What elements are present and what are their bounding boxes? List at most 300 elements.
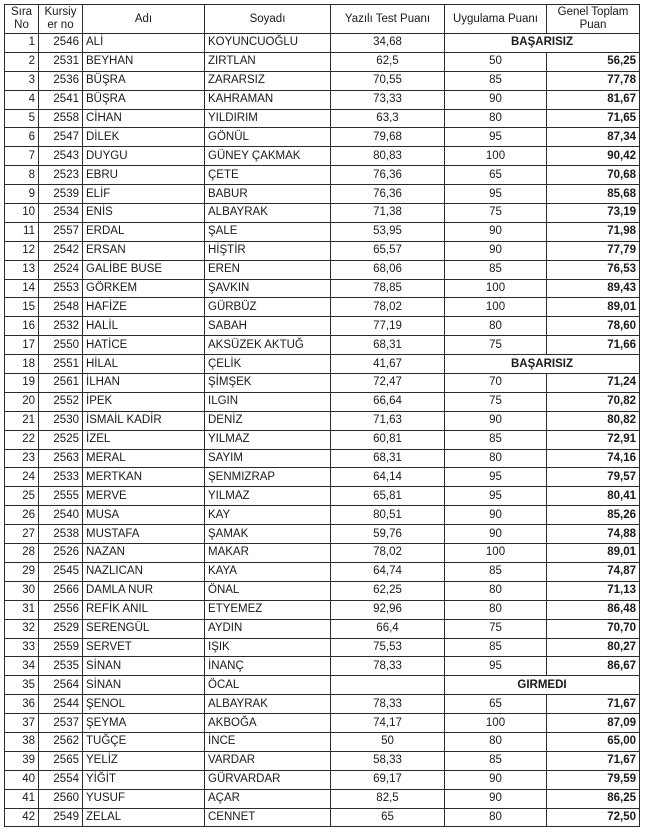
test-score: 78,33 xyxy=(331,695,445,714)
practical-score: 90 xyxy=(445,789,547,808)
first-name: MERVE xyxy=(83,487,205,506)
row-number: 30 xyxy=(5,581,39,600)
practical-score: 65 xyxy=(445,695,547,714)
table-row xyxy=(5,128,640,147)
trainee-number: 2561 xyxy=(39,374,83,393)
test-score: 78,85 xyxy=(331,279,445,298)
total-score: 86,25 xyxy=(547,789,640,808)
surname: ETYEMEZ xyxy=(205,600,331,619)
test-score: 50 xyxy=(331,732,445,751)
test-score: 63,3 xyxy=(331,109,445,128)
total-score: 90,42 xyxy=(547,147,640,166)
row-number: 32 xyxy=(5,619,39,638)
table-row xyxy=(5,449,640,468)
surname: VARDAR xyxy=(205,751,331,770)
first-name: ELİF xyxy=(83,185,205,204)
total-score: 87,34 xyxy=(547,128,640,147)
row-number: 25 xyxy=(5,487,39,506)
trainee-number: 2525 xyxy=(39,430,83,449)
surname: ALBAYRAK xyxy=(205,204,331,223)
row-number: 22 xyxy=(5,430,39,449)
test-score: 34,68 xyxy=(331,34,445,53)
trainee-number: 2536 xyxy=(39,71,83,90)
table-row xyxy=(5,336,640,355)
surname: ŞİMŞEK xyxy=(205,374,331,393)
trainee-number: 2547 xyxy=(39,128,83,147)
row-number: 41 xyxy=(5,789,39,808)
surname: İNANÇ xyxy=(205,657,331,676)
surname: ÇELİK xyxy=(205,355,331,374)
surname: BABUR xyxy=(205,185,331,204)
surname: ÖNAL xyxy=(205,581,331,600)
total-score: 85,68 xyxy=(547,185,640,204)
total-score: 80,82 xyxy=(547,411,640,430)
test-score: 62,25 xyxy=(331,581,445,600)
first-name: DUYGU xyxy=(83,147,205,166)
practical-score: 85 xyxy=(445,562,547,581)
first-name: HATİCE xyxy=(83,336,205,355)
total-score: 89,43 xyxy=(547,279,640,298)
table-row xyxy=(5,71,640,90)
surname: ZARARSIZ xyxy=(205,71,331,90)
header-practical-score: Uygulama Puanı xyxy=(445,5,547,34)
row-number: 28 xyxy=(5,544,39,563)
practical-score: 95 xyxy=(445,487,547,506)
header-total-score: Genel Toplam Puan xyxy=(547,5,640,34)
test-score: 92,96 xyxy=(331,600,445,619)
trainee-number: 2524 xyxy=(39,260,83,279)
total-score: 89,01 xyxy=(547,544,640,563)
first-name: HAFİZE xyxy=(83,298,205,317)
total-score: 71,67 xyxy=(547,751,640,770)
first-name: İLHAN xyxy=(83,374,205,393)
table-body xyxy=(5,34,640,827)
first-name: DİLEK xyxy=(83,128,205,147)
trainee-number: 2535 xyxy=(39,657,83,676)
row-number: 21 xyxy=(5,411,39,430)
results-sheet xyxy=(4,4,640,827)
table-row xyxy=(5,185,640,204)
first-name: ALİ xyxy=(83,34,205,53)
total-score: 86,67 xyxy=(547,657,640,676)
first-name: YİĞİT xyxy=(83,770,205,789)
total-score: 70,68 xyxy=(547,166,640,185)
practical-score: 75 xyxy=(445,392,547,411)
test-score: 64,14 xyxy=(331,468,445,487)
surname: KOYUNCUOĞLU xyxy=(205,34,331,53)
row-number: 27 xyxy=(5,525,39,544)
row-number: 42 xyxy=(5,808,39,827)
practical-score: 70 xyxy=(445,374,547,393)
first-name: SİNAN xyxy=(83,676,205,695)
surname: İNCE xyxy=(205,732,331,751)
trainee-number: 2564 xyxy=(39,676,83,695)
surname: ÖCAL xyxy=(205,676,331,695)
trainee-number: 2550 xyxy=(39,336,83,355)
table-row xyxy=(5,90,640,109)
row-number: 20 xyxy=(5,392,39,411)
practical-score: 85 xyxy=(445,71,547,90)
row-number: 10 xyxy=(5,204,39,223)
first-name: MUSA xyxy=(83,506,205,525)
practical-score: 80 xyxy=(445,600,547,619)
test-score: 74,17 xyxy=(331,714,445,733)
table-row xyxy=(5,52,640,71)
table-row xyxy=(5,222,640,241)
practical-score: 95 xyxy=(445,185,547,204)
surname: DENİZ xyxy=(205,411,331,430)
table-row xyxy=(5,732,640,751)
table-row xyxy=(5,506,640,525)
surname: ŞAVKIN xyxy=(205,279,331,298)
test-score: 59,76 xyxy=(331,525,445,544)
test-score: 58,33 xyxy=(331,751,445,770)
test-score: 72,47 xyxy=(331,374,445,393)
header-no: Sıra No xyxy=(5,5,39,34)
header-row xyxy=(5,5,640,34)
surname: AKSÜZEK AKTUĞ xyxy=(205,336,331,355)
trainee-number: 2534 xyxy=(39,204,83,223)
table-row xyxy=(5,638,640,657)
surname: YILMAZ xyxy=(205,430,331,449)
row-number: 6 xyxy=(5,128,39,147)
trainee-number: 2542 xyxy=(39,241,83,260)
practical-score: 95 xyxy=(445,657,547,676)
test-score: 66,64 xyxy=(331,392,445,411)
trainee-number: 2523 xyxy=(39,166,83,185)
table-row xyxy=(5,355,640,374)
practical-score: 90 xyxy=(445,506,547,525)
total-score: 71,98 xyxy=(547,222,640,241)
row-number: 38 xyxy=(5,732,39,751)
first-name: ERSAN xyxy=(83,241,205,260)
trainee-number: 2529 xyxy=(39,619,83,638)
first-name: EBRU xyxy=(83,166,205,185)
total-score: 71,13 xyxy=(547,581,640,600)
table-row xyxy=(5,298,640,317)
practical-score: 95 xyxy=(445,468,547,487)
surname: ALBAYRAK xyxy=(205,695,331,714)
table-row xyxy=(5,109,640,128)
surname: AÇAR xyxy=(205,789,331,808)
practical-score: 90 xyxy=(445,90,547,109)
test-score: 68,06 xyxy=(331,260,445,279)
trainee-number: 2530 xyxy=(39,411,83,430)
practical-score: 80 xyxy=(445,808,547,827)
trainee-number: 2533 xyxy=(39,468,83,487)
first-name: TUĞÇE xyxy=(83,732,205,751)
first-name: DAMLA NUR xyxy=(83,581,205,600)
surname: YILDIRIM xyxy=(205,109,331,128)
trainee-number: 2537 xyxy=(39,714,83,733)
first-name: İPEK xyxy=(83,392,205,411)
results-table xyxy=(4,4,640,827)
row-number: 18 xyxy=(5,355,39,374)
surname: MAKAR xyxy=(205,544,331,563)
practical-score: 100 xyxy=(445,147,547,166)
first-name: İZEL xyxy=(83,430,205,449)
total-score: 71,66 xyxy=(547,336,640,355)
first-name: YELİZ xyxy=(83,751,205,770)
table-row xyxy=(5,751,640,770)
practical-score: 65 xyxy=(445,166,547,185)
row-number: 7 xyxy=(5,147,39,166)
surname: HİŞTİR xyxy=(205,241,331,260)
practical-score: 85 xyxy=(445,751,547,770)
row-number: 23 xyxy=(5,449,39,468)
test-score: 76,36 xyxy=(331,185,445,204)
trainee-number: 2531 xyxy=(39,52,83,71)
surname: KAY xyxy=(205,506,331,525)
first-name: HALİL xyxy=(83,317,205,336)
table-row xyxy=(5,544,640,563)
table-row xyxy=(5,808,640,827)
practical-score: 80 xyxy=(445,449,547,468)
table-row xyxy=(5,619,640,638)
row-number: 8 xyxy=(5,166,39,185)
table-row xyxy=(5,695,640,714)
table-row xyxy=(5,260,640,279)
table-row xyxy=(5,34,640,53)
row-number: 33 xyxy=(5,638,39,657)
first-name: REFİK ANIL xyxy=(83,600,205,619)
surname: SABAH xyxy=(205,317,331,336)
surname: SAYIM xyxy=(205,449,331,468)
test-score: 73,33 xyxy=(331,90,445,109)
practical-score: 50 xyxy=(445,52,547,71)
first-name: HİLAL xyxy=(83,355,205,374)
test-score: 78,02 xyxy=(331,544,445,563)
trainee-number: 2551 xyxy=(39,355,83,374)
surname: KAHRAMAN xyxy=(205,90,331,109)
practical-score: 85 xyxy=(445,638,547,657)
table-row xyxy=(5,789,640,808)
trainee-number: 2560 xyxy=(39,789,83,808)
table-row xyxy=(5,770,640,789)
row-number: 36 xyxy=(5,695,39,714)
surname: AKBOĞA xyxy=(205,714,331,733)
practical-score: 80 xyxy=(445,581,547,600)
test-score: 78,33 xyxy=(331,657,445,676)
surname: AYDIN xyxy=(205,619,331,638)
trainee-number: 2553 xyxy=(39,279,83,298)
header-test-score: Yazılı Test Puanı xyxy=(331,5,445,34)
surname: GÜRVARDAR xyxy=(205,770,331,789)
surname: GÜNEY ÇAKMAK xyxy=(205,147,331,166)
row-number: 16 xyxy=(5,317,39,336)
row-number: 14 xyxy=(5,279,39,298)
row-number: 35 xyxy=(5,676,39,695)
first-name: SERVET xyxy=(83,638,205,657)
table-row xyxy=(5,166,640,185)
table-row xyxy=(5,676,640,695)
total-score: 70,82 xyxy=(547,392,640,411)
row-number: 40 xyxy=(5,770,39,789)
surname: KAYA xyxy=(205,562,331,581)
table-row xyxy=(5,279,640,298)
practical-score: 90 xyxy=(445,222,547,241)
first-name: ŞENOL xyxy=(83,695,205,714)
trainee-number: 2562 xyxy=(39,732,83,751)
header-name: Adı xyxy=(83,5,205,34)
total-score: 71,24 xyxy=(547,374,640,393)
status-label: BAŞARISIZ xyxy=(445,34,640,53)
surname: ZIRTLAN xyxy=(205,52,331,71)
surname: EREN xyxy=(205,260,331,279)
trainee-number: 2548 xyxy=(39,298,83,317)
first-name: CİHAN xyxy=(83,109,205,128)
total-score: 80,27 xyxy=(547,638,640,657)
table-row xyxy=(5,657,640,676)
trainee-number: 2563 xyxy=(39,449,83,468)
surname: ÇETE xyxy=(205,166,331,185)
row-number: 31 xyxy=(5,600,39,619)
practical-score: 85 xyxy=(445,260,547,279)
total-score: 74,88 xyxy=(547,525,640,544)
practical-score: 95 xyxy=(445,128,547,147)
total-score: 78,60 xyxy=(547,317,640,336)
row-number: 26 xyxy=(5,506,39,525)
header-id: Kursiy er no xyxy=(39,5,83,34)
row-number: 2 xyxy=(5,52,39,71)
total-score: 74,16 xyxy=(547,449,640,468)
practical-score: 90 xyxy=(445,411,547,430)
first-name: İSMAİL KADİR xyxy=(83,411,205,430)
trainee-number: 2559 xyxy=(39,638,83,657)
trainee-number: 2552 xyxy=(39,392,83,411)
status-label: BAŞARISIZ xyxy=(445,355,640,374)
trainee-number: 2540 xyxy=(39,506,83,525)
total-score: 79,57 xyxy=(547,468,640,487)
trainee-number: 2526 xyxy=(39,544,83,563)
test-score: 68,31 xyxy=(331,336,445,355)
test-score: 64,74 xyxy=(331,562,445,581)
first-name: NAZAN xyxy=(83,544,205,563)
first-name: ZELAL xyxy=(83,808,205,827)
first-name: GALİBE BUSE xyxy=(83,260,205,279)
surname: ŞALE xyxy=(205,222,331,241)
total-score: 72,50 xyxy=(547,808,640,827)
row-number: 11 xyxy=(5,222,39,241)
row-number: 5 xyxy=(5,109,39,128)
practical-score: 75 xyxy=(445,204,547,223)
first-name: BÜŞRA xyxy=(83,90,205,109)
first-name: BEYHAN xyxy=(83,52,205,71)
row-number: 39 xyxy=(5,751,39,770)
trainee-number: 2557 xyxy=(39,222,83,241)
surname: ILGIN xyxy=(205,392,331,411)
test-score: 41,67 xyxy=(331,355,445,374)
test-score: 71,63 xyxy=(331,411,445,430)
row-number: 15 xyxy=(5,298,39,317)
practical-score: 90 xyxy=(445,770,547,789)
practical-score: 90 xyxy=(445,241,547,260)
test-score: 76,36 xyxy=(331,166,445,185)
test-score: 78,02 xyxy=(331,298,445,317)
row-number: 13 xyxy=(5,260,39,279)
first-name: YUSUF xyxy=(83,789,205,808)
test-score: 70,55 xyxy=(331,71,445,90)
row-number: 3 xyxy=(5,71,39,90)
surname: IŞIK xyxy=(205,638,331,657)
practical-score: 80 xyxy=(445,109,547,128)
first-name: ERDAL xyxy=(83,222,205,241)
test-score: 69,17 xyxy=(331,770,445,789)
total-score: 80,41 xyxy=(547,487,640,506)
trainee-number: 2555 xyxy=(39,487,83,506)
row-number: 17 xyxy=(5,336,39,355)
first-name: MERAL xyxy=(83,449,205,468)
practical-score: 85 xyxy=(445,430,547,449)
total-score: 87,09 xyxy=(547,714,640,733)
total-score: 74,87 xyxy=(547,562,640,581)
test-score: 68,31 xyxy=(331,449,445,468)
table-row xyxy=(5,468,640,487)
trainee-number: 2544 xyxy=(39,695,83,714)
test-score: 53,95 xyxy=(331,222,445,241)
row-number: 9 xyxy=(5,185,39,204)
practical-score: 90 xyxy=(445,525,547,544)
surname: ŞENMIZRAP xyxy=(205,468,331,487)
table-row xyxy=(5,392,640,411)
test-score xyxy=(331,676,445,695)
trainee-number: 2539 xyxy=(39,185,83,204)
table-row xyxy=(5,374,640,393)
row-number: 37 xyxy=(5,714,39,733)
surname: ŞAMAK xyxy=(205,525,331,544)
total-score: 71,67 xyxy=(547,695,640,714)
trainee-number: 2554 xyxy=(39,770,83,789)
practical-score: 100 xyxy=(445,544,547,563)
total-score: 85,26 xyxy=(547,506,640,525)
trainee-number: 2549 xyxy=(39,808,83,827)
surname: GÜRBÜZ xyxy=(205,298,331,317)
first-name: MERTKAN xyxy=(83,468,205,487)
table-row xyxy=(5,714,640,733)
table-row xyxy=(5,487,640,506)
table-row xyxy=(5,562,640,581)
status-label: GIRMEDI xyxy=(445,676,640,695)
trainee-number: 2541 xyxy=(39,90,83,109)
total-score: 71,65 xyxy=(547,109,640,128)
first-name: SİNAN xyxy=(83,657,205,676)
test-score: 65,57 xyxy=(331,241,445,260)
trainee-number: 2556 xyxy=(39,600,83,619)
trainee-number: 2558 xyxy=(39,109,83,128)
first-name: GÖRKEM xyxy=(83,279,205,298)
row-number: 19 xyxy=(5,374,39,393)
table-row xyxy=(5,525,640,544)
test-score: 79,68 xyxy=(331,128,445,147)
table-row xyxy=(5,147,640,166)
test-score: 66,4 xyxy=(331,619,445,638)
first-name: ŞEYMA xyxy=(83,714,205,733)
practical-score: 100 xyxy=(445,714,547,733)
trainee-number: 2545 xyxy=(39,562,83,581)
test-score: 71,38 xyxy=(331,204,445,223)
first-name: SERENGÜL xyxy=(83,619,205,638)
first-name: MUSTAFA xyxy=(83,525,205,544)
test-score: 80,51 xyxy=(331,506,445,525)
surname: GÖNÜL xyxy=(205,128,331,147)
row-number: 4 xyxy=(5,90,39,109)
first-name: BÜŞRA xyxy=(83,71,205,90)
total-score: 79,59 xyxy=(547,770,640,789)
table-row xyxy=(5,600,640,619)
table-row xyxy=(5,430,640,449)
test-score: 62,5 xyxy=(331,52,445,71)
total-score: 86,48 xyxy=(547,600,640,619)
